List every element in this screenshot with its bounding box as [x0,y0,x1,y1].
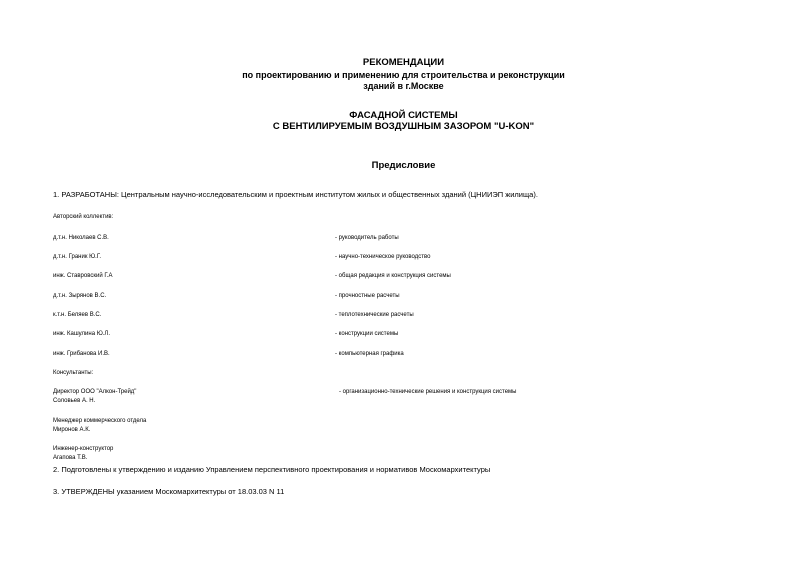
author-name: инж. Грибанова И.В. [53,351,110,357]
preface-heading: Предисловие [371,160,436,171]
author-name: инж. Кашулина Ю.Л. [53,331,111,337]
system-title-line1: ФАСАДНОЙ СИСТЕМЫ [349,110,458,121]
doc-title: РЕКОМЕНДАЦИИ [362,57,445,68]
author-role: - научно-техническое руководство [335,254,431,260]
section-1: 1. РАЗРАБОТАНЫ: Центральным научно-исследовательским и проектным институтом жилых и общественных зданий (ЦНИИЭП жилища). [53,190,538,199]
author-role: - руководитель работы [335,235,399,241]
section-3: 3. УТВЕРЖДЕНЫ указанием Москомархитектуры от 18.03.03 N 11 [53,487,285,496]
consultant-position: Инженер-конструктор [53,446,114,452]
authors-heading: Авторский коллектив: [53,214,114,220]
author-name: д.т.н. Зырянов В.С. [53,293,107,299]
consultant-name: Миронов А.К. [53,427,91,433]
doc-subtitle-line1: по проектированию и применению для строительства и реконструкции [242,70,565,80]
consultant-position: Менеджер коммерческого отдела [53,418,147,424]
consultants-heading: Консультанты: [53,370,94,376]
author-role: - конструкции системы [335,331,399,337]
consultant-role: - организационно-технические решения и конструкция системы [339,389,517,395]
consultant-name: Агапова Т.В. [53,455,88,461]
doc-subtitle-line2: зданий в г.Москве [363,81,444,91]
consultant-name: Соловьев А. Н. [53,398,96,404]
author-role: - общая редакция и конструкция системы [335,273,451,279]
author-role: - теплотехнические расчеты [335,312,414,318]
author-role: - прочностные расчеты [335,293,400,299]
author-name: инж. Ставровский Г.А [53,273,113,279]
author-role: - компьютерная графика [335,351,404,357]
system-title-line2: С ВЕНТИЛИРУЕМЫМ ВОЗДУШНЫМ ЗАЗОРОМ "U-KON" [272,121,535,132]
author-name: д.т.н. Граник Ю.Г. [53,254,102,260]
consultant-position: Директор ООО "Алкон-Трейд" [53,389,137,395]
section-2: 2. Подготовлены к утверждению и изданию Управлением перспективного проектирования и нормативов Москомархитектуры [53,465,491,474]
author-name: к.т.н. Беляев В.С. [53,312,102,318]
author-name: д.т.н. Николаев С.В. [53,235,109,241]
